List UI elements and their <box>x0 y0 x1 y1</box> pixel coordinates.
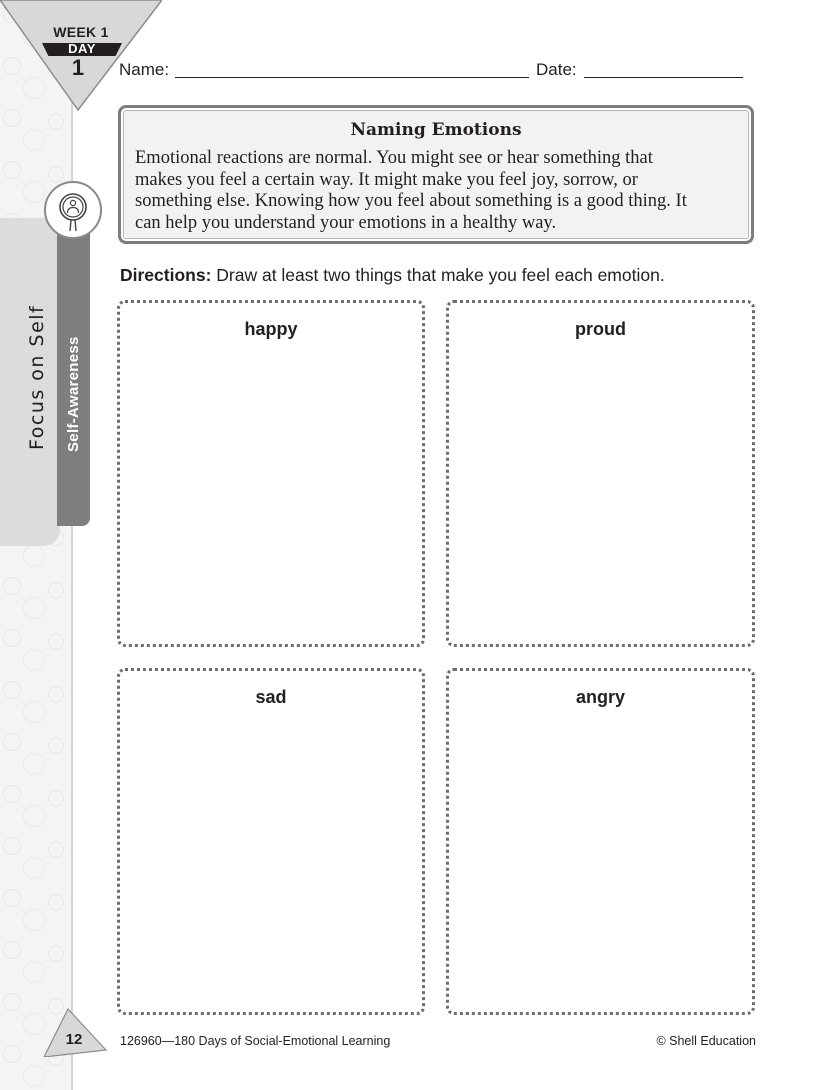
info-line: Emotional reactions are normal. You might see or hear something that <box>135 148 653 168</box>
date-field[interactable] <box>584 77 743 78</box>
info-line: something else. Knowing how you feel about something is a good thing. It <box>135 191 687 211</box>
info-line: can help you understand your emotions in a healthy way. <box>135 212 557 233</box>
name-date-row <box>119 60 759 86</box>
emotion-label: angry <box>575 687 626 707</box>
book-title: 126960—180 Days of Social-Emotional Learning <box>120 1034 391 1048</box>
drawing-box-happy[interactable] <box>117 300 425 647</box>
drawing-box-sad[interactable] <box>117 668 425 1015</box>
section-title: Focus on Self <box>26 304 48 450</box>
naming-emotions-box <box>118 105 754 244</box>
directions-text: Draw at least two things that make you feel each emotion. <box>211 265 665 285</box>
info-box-body <box>135 148 743 234</box>
day-number: 1 <box>71 55 85 80</box>
directions-label: Directions: <box>120 265 212 285</box>
emotion-label: sad <box>255 687 287 707</box>
drawing-box-proud[interactable] <box>446 300 755 647</box>
name-label: Name: <box>119 60 170 79</box>
emotion-label: proud <box>575 319 626 339</box>
info-line: makes you feel a certain way. It might make you feel joy, sorrow, or <box>135 169 638 190</box>
emotion-label: happy <box>244 319 298 339</box>
info-box-title: Naming Emotions <box>350 120 522 140</box>
week-label: WEEK 1 <box>53 24 109 40</box>
page-number: 12 <box>65 1031 83 1048</box>
subsection-title: Self-Awareness <box>65 336 82 452</box>
directions <box>120 265 665 286</box>
copyright: © Shell Education <box>656 1034 756 1048</box>
name-field[interactable] <box>175 77 529 78</box>
day-label: DAY <box>68 41 96 56</box>
magnifying-glass-person-icon <box>44 181 102 239</box>
drawing-box-angry[interactable] <box>446 668 755 1015</box>
date-label: Date: <box>536 60 577 79</box>
